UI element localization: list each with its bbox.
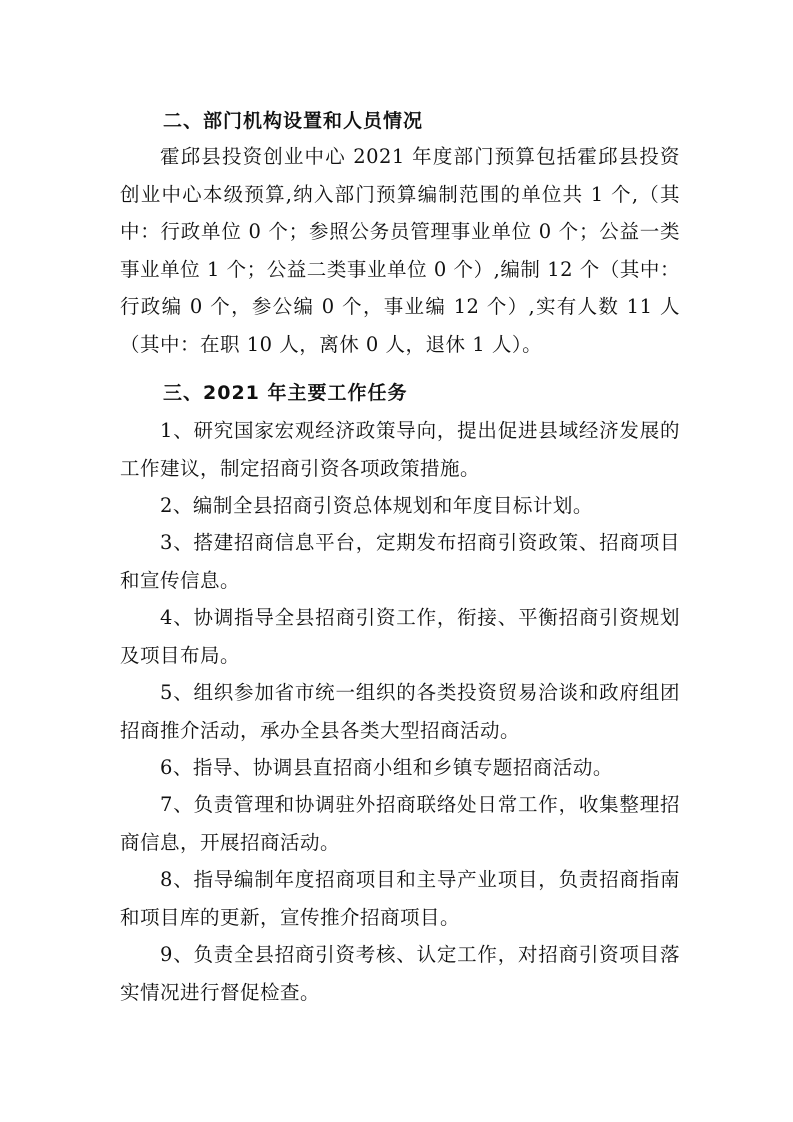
task-item-2: 2、编制全县招商引资总体规划和年度目标计划。: [160, 494, 593, 517]
task-item-8: 8、指导编制年度招商项目和主导产业项目，负责招商指南和项目库的更新，宣传推介招商项目。: [120, 868, 680, 929]
task-item-9: 9、负责全县招商引资考核、认定工作，对招商引资项目落实情况进行督促检查。: [120, 943, 680, 1004]
section-heading-main-tasks: 三、2021 年主要工作任务: [163, 382, 408, 404]
task-item-3: 3、搭建招商信息平台，定期发布招商引资政策、招商项目和宣传信息。: [120, 531, 680, 592]
task-item-7: 7、负责管理和协调驻外招商联络处日常工作，收集整理招商信息，开展招商活动。: [120, 793, 680, 854]
paragraph-organization-staffing: 霍邱县投资创业中心 2021 年度部门预算包括霍邱县投资创业中心本级预算,纳入部门预算编制范围的单位共 1 个,（其中：行政单位 0 个；参照公务员管理事业单位 0 个；公益一类事业单位 1 个；公益二类事业单位 0 个）,编制 12 个（其中：行政编 0 个，参公编 0 个，事业编 12 个）,实有人数 11 人（其中：在职 10 人，离休 0 人，退休 1 人）。: [120, 145, 680, 356]
task-item-1: 1、研究国家宏观经济政策导向，提出促进县域经济发展的工作建议，制定招商引资各项政策措施。: [120, 419, 680, 480]
task-item-4: 4、协调指导全县招商引资工作，衔接、平衡招商引资规划及项目布局。: [120, 606, 680, 667]
task-item-6: 6、指导、协调县直招商小组和乡镇专题招商活动。: [160, 756, 613, 779]
task-item-5: 5、组织参加省市统一组织的各类投资贸易洽谈和政府组团招商推介活动，承办全县各类大型招商活动。: [120, 681, 680, 742]
section-heading-organization: 二、部门机构设置和人员情况: [163, 110, 424, 132]
